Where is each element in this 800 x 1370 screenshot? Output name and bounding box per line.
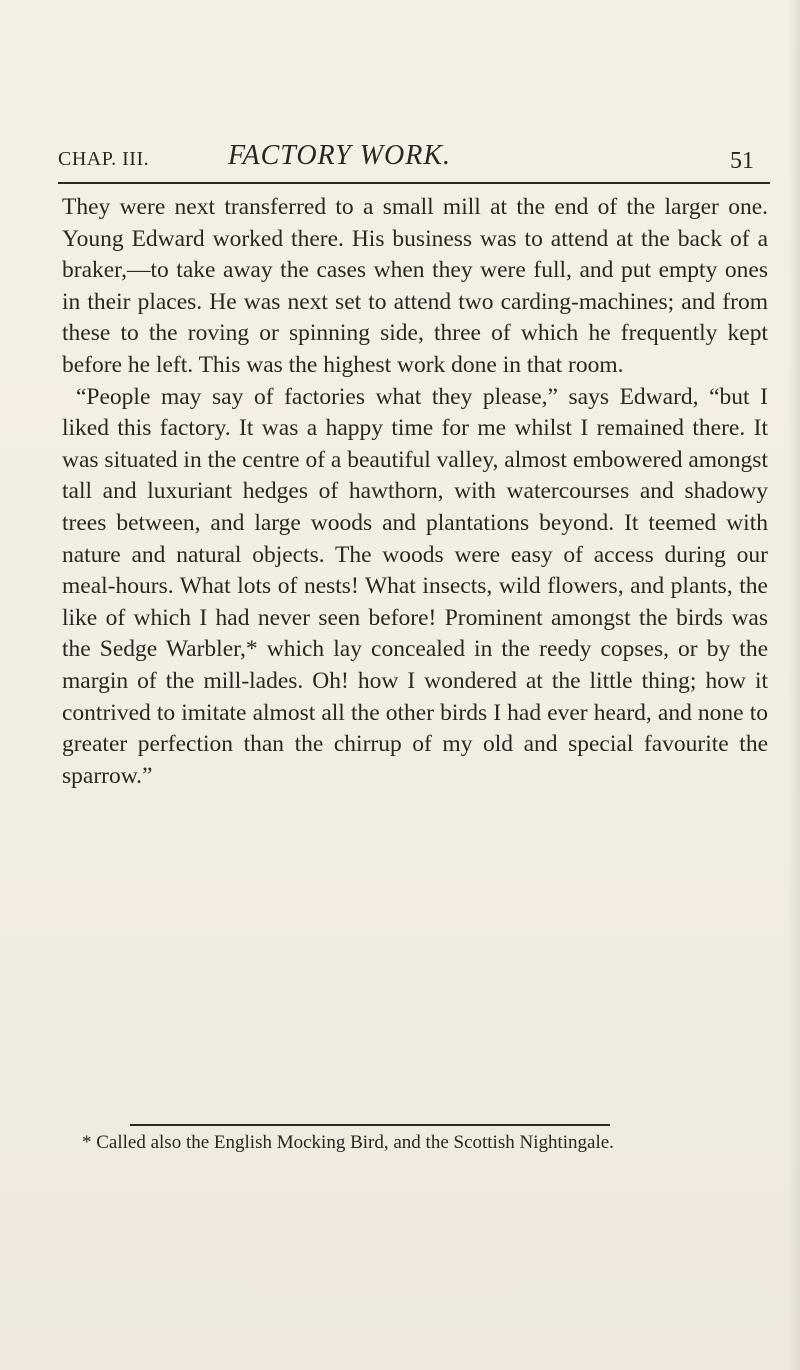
footnote-text: * Called also the English Mocking Bird, and the Scottish Nightingale. bbox=[82, 1132, 614, 1153]
page-number: 51 bbox=[730, 148, 754, 174]
footnote bbox=[62, 1130, 702, 1156]
chapter-label: CHAP. III. bbox=[58, 148, 150, 170]
header-rule bbox=[58, 182, 770, 184]
body-text bbox=[62, 192, 768, 792]
paragraph-1: They were next transferred to a small mill at the end of the larger one. Young Edward worked there. His business was to attend at the back of a braker,—to take away the cases when they were full, and put empty ones in their places. He was next set to attend two carding-machines; and from these to the roving or spinning side, three of which he frequently kept before he left. This was the highest work done in that room. bbox=[62, 194, 768, 378]
page-edge-shadow bbox=[788, 0, 800, 1370]
paragraph-2: “People may say of factories what they please,” says Edward, “but I liked this factory. It was a happy time for me whilst I remained there. It was situated in the centre of a beautiful valley, almost embowered amongst tall and luxuriant hedges of hawthorn, with watercourses and shadowy trees between, and large woods and plantations beyond. It teemed with nature and natural objects. The woods were easy of access during our meal-hours. What lots of nests! What insects, wild flowers, and plants, the like of which I had never seen before! Prominent amongst the birds was the Sedge Warbler,* which lay concealed in the reedy copses, or by the margin of the mill-lades. Oh! how I wondered at the little thing; how it contrived to imitate almost all the other birds I had ever heard, and none to greater perfection than the chirrup of my old and special favourite the sparrow.” bbox=[62, 383, 768, 789]
footnote-rule bbox=[130, 1124, 610, 1126]
running-header bbox=[58, 138, 770, 182]
running-title: FACTORY WORK. bbox=[228, 140, 452, 171]
